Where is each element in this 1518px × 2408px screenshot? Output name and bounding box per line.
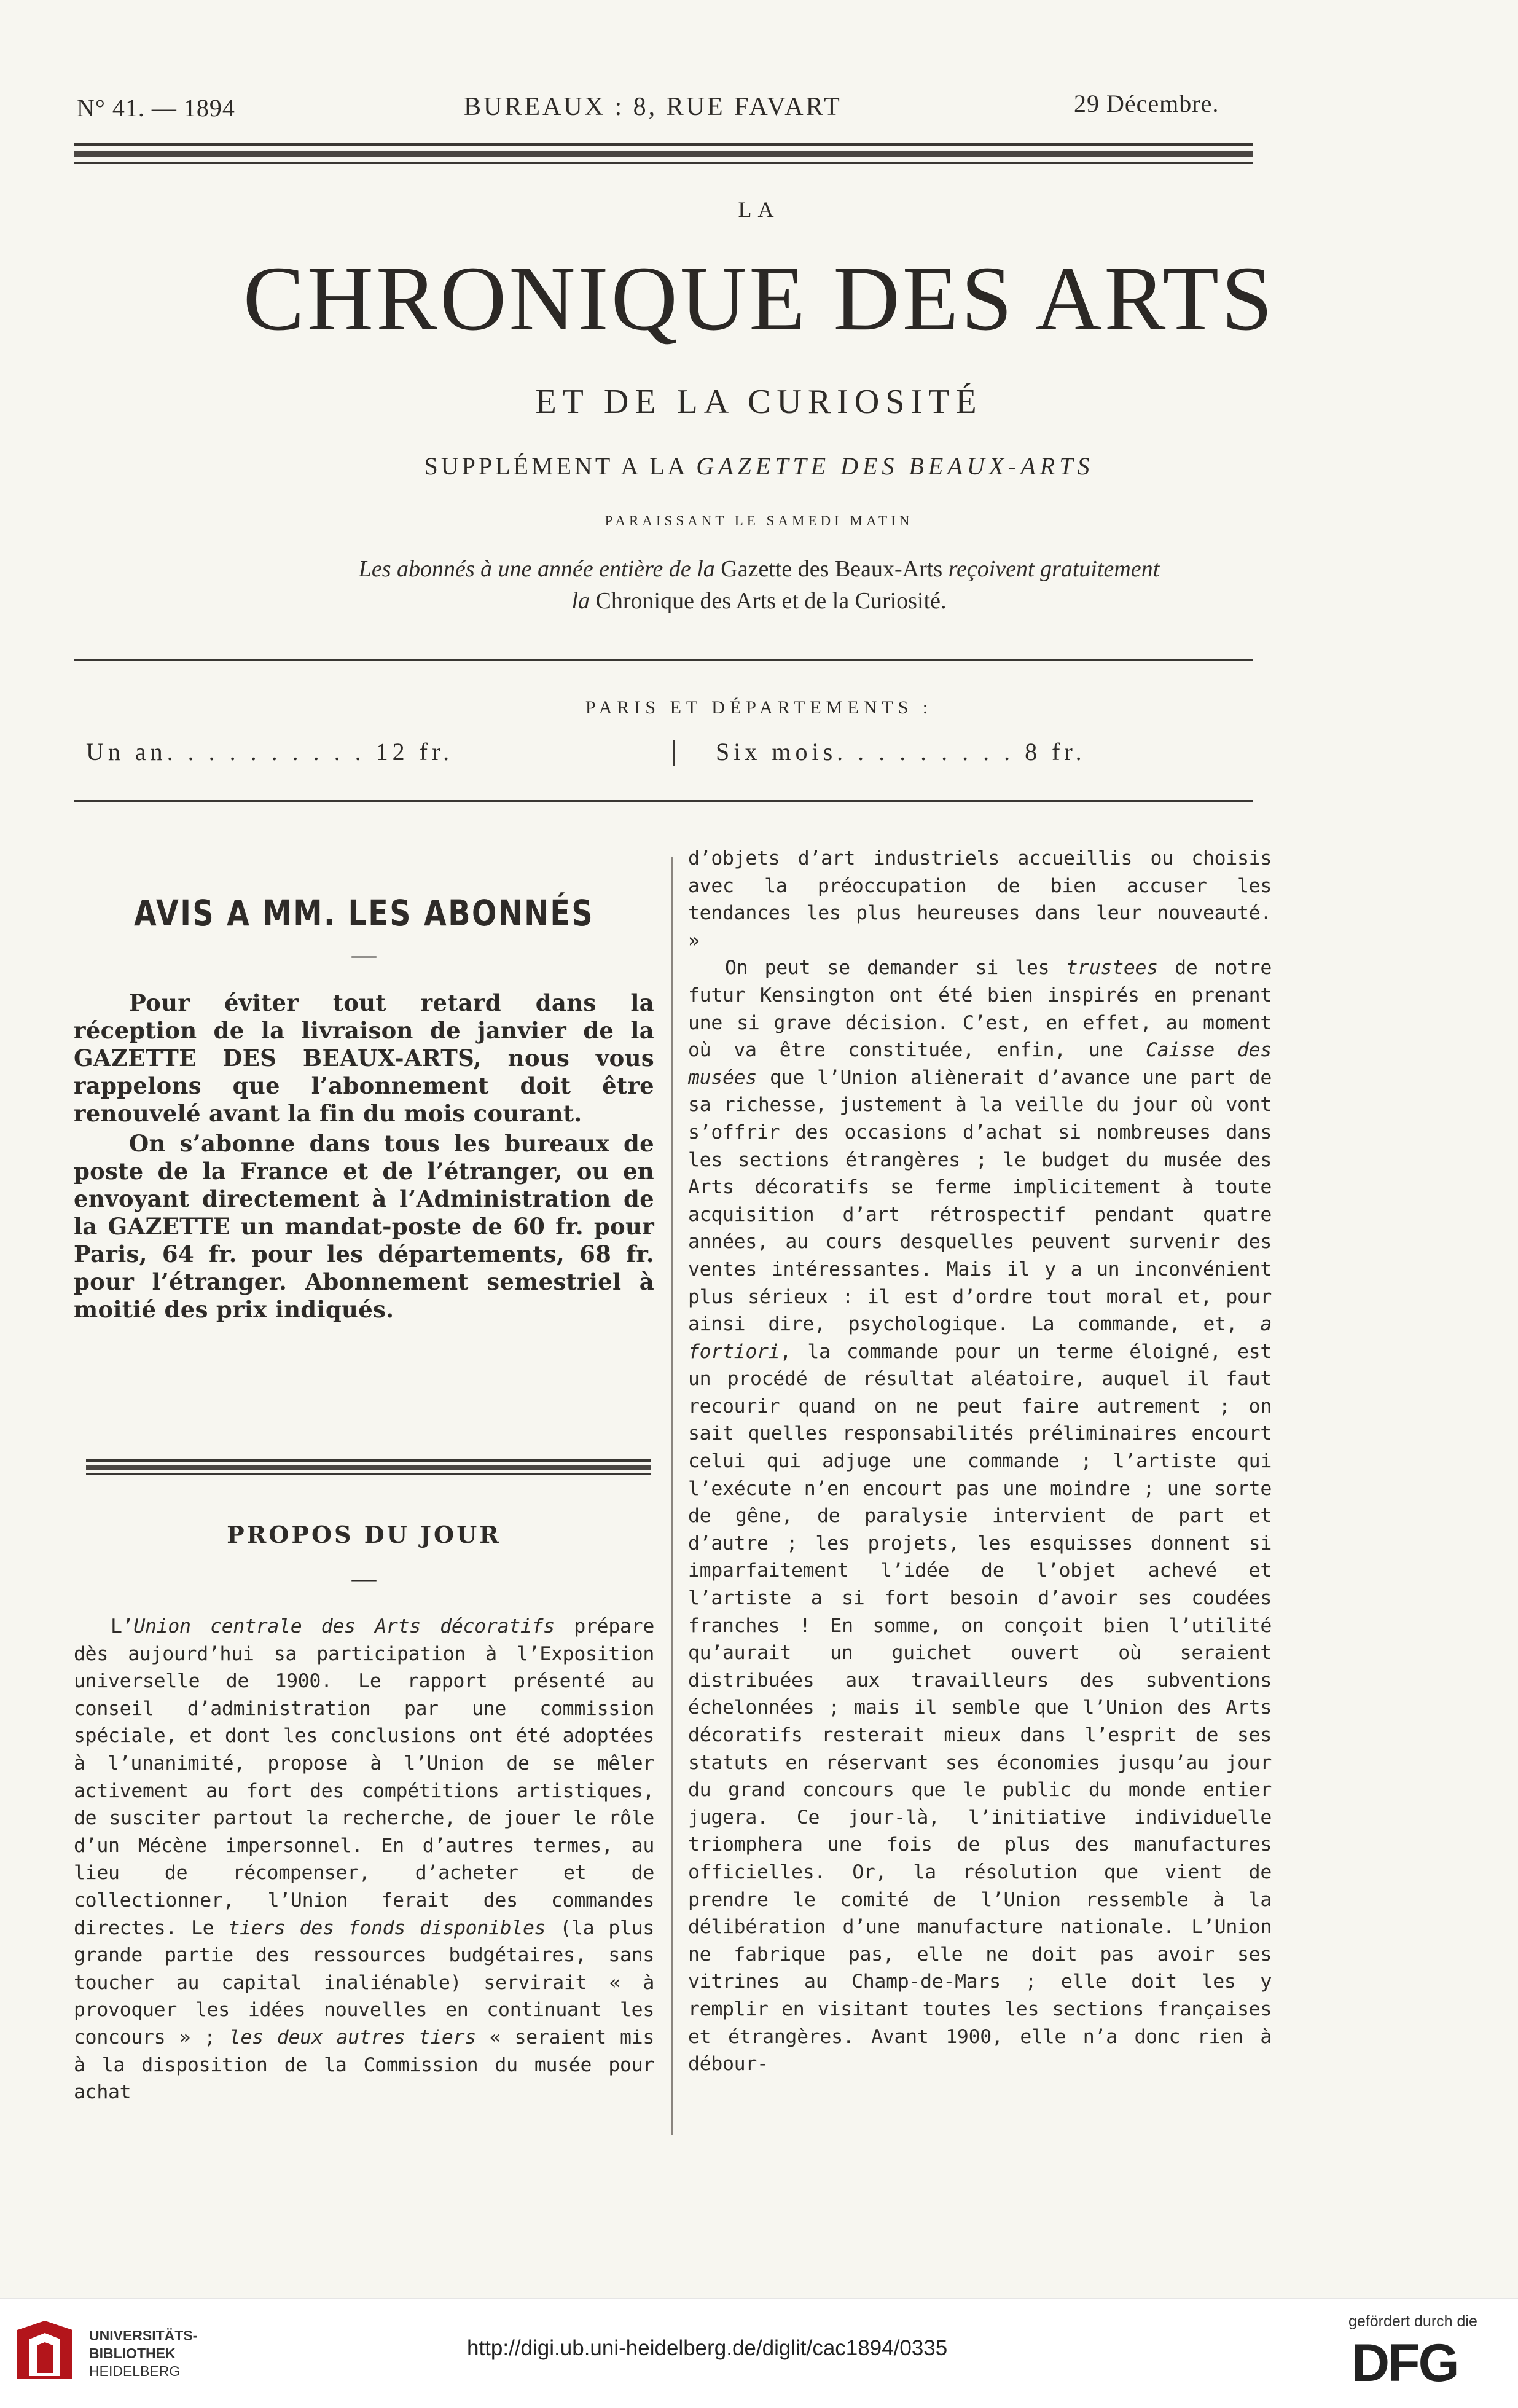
publication-schedule: PARAISSANT LE SAMEDI MATIN xyxy=(604,513,914,528)
propos-text-a: prépare dès aujourd’hui sa participation à l’Exposition universelle de 1900. Le rapport présenté au conseil d’administration par une commission spéciale, et dont les conclusions ont été adoptées à l’unanimité, propose à l’Union de se mêler activement au fort des compétitions artistiques, de susciter partout la recherche, de jouer le rôle d’un Mécène impersonnel. En d’autres termes, au lieu de récompenser, d’acheter et de collectionner, l’Union ferait des commandes directes. Le xyxy=(74,1615,654,1939)
issue-date: 29 Décembre. xyxy=(1074,90,1219,117)
price-six-months: Six mois. . . . . . . . . 8 fr. xyxy=(716,738,1086,766)
newspaper-subtitle: ET DE LA CURIOSITÉ xyxy=(535,383,983,421)
bureaux-address: BUREAUX : 8, RUE FAVART xyxy=(464,93,842,121)
price-separator xyxy=(673,740,675,766)
newspaper-title: CHRONIQUE DES ARTS xyxy=(243,248,1275,350)
propos-title: PROPOS DU JOUR xyxy=(227,1521,501,1548)
supplement-gazette: GAZETTE DES BEAUX-ARTS xyxy=(696,452,1094,480)
abonnes-line2-italic: la xyxy=(571,588,590,614)
column-divider xyxy=(671,857,673,2135)
right-text-b: de notre futur Kensington ont été bien inspirés en prenant une si grave décision. C’est, en effet, au moment où va être constituée, enfin, une xyxy=(688,957,1272,1062)
right-italic-trustees: trustees xyxy=(1066,957,1158,979)
avis-paragraph-2: On s’abonne dans tous les bureaux de poste de la France et de l’étranger, ou en envoyant directement à l’Administration de la GAZETTE un mandat-poste de 60 fr. pour Paris, 64 fr. pour les départements, 68 fr. pour l’étranger. Abonnement semestriel à moitié des prix indiqués. xyxy=(74,1130,654,1323)
propos-lead-roman: L’ xyxy=(111,1615,134,1637)
library-name-line1: UNIVERSITÄTS- xyxy=(89,2328,198,2343)
section-rule-band xyxy=(86,1465,651,1470)
avis-title: AVIS A MM. LES ABONNÉS xyxy=(133,892,595,934)
top-rule-thin xyxy=(74,162,1253,164)
right-text-a: On peut se demander si les xyxy=(725,957,1066,979)
abonnes-line1-end: reçoivent gratuitement xyxy=(948,556,1160,582)
propos-paragraph-1 xyxy=(74,1613,654,2106)
propos-text-b: (la plus grande partie des ressources budgétaires, sans toucher au capital inaliénable) servirait « à provoquer les idées nouvelles en continuant les concours » ; xyxy=(74,1916,655,2049)
top-rule-band xyxy=(74,151,1253,157)
propos-text-c: « seraient mis à la disposition de la Commission du musée pour achat xyxy=(74,2026,654,2104)
dfg-logo: DFG xyxy=(1352,2334,1458,2393)
library-name-line3: HEIDELBERG xyxy=(89,2363,181,2379)
section-rule-top xyxy=(86,1459,651,1462)
right-paragraph-1: d’objets d’art industriels accueillis ou choisis avec la préoccupation de bien accuser les tendances les plus heureuses dans leur nouveauté. » xyxy=(688,847,1272,952)
avis-dash: — xyxy=(351,941,377,968)
propos-body xyxy=(74,1613,654,2106)
propos-italic-deux-tiers: les deux autres tiers xyxy=(229,2026,476,2049)
abonnes-line1-roman: Gazette des Beaux-Arts xyxy=(721,556,943,582)
abonnes-line2-roman: Chronique des Arts et de la Curiosité. xyxy=(595,588,947,614)
right-text-c: que l’Union aliènerait d’avance une part de sa richesse, justement à la veille du jour où vont s’offrir des occasions d’achat si nombreuses dans les sections étrangères ; le budget du musée des Arts décoratifs se ferme implicitement à toute acquisition d’art rétrospectif pendant quatre années, au cours desquelles peuvent survenir des ventes intéressantes. Mais il y a un inconvénient plus sérieux : il est d’ordre tout moral et, pour ainsi dire, psychologique. La commande, et, xyxy=(688,1066,1272,1336)
issue-number: N° 41. — 1894 xyxy=(77,94,235,122)
avis-section xyxy=(74,892,654,934)
avis-paragraph-1: Pour éviter tout retard dans la réception de la livraison de janvier de la GAZETTE DES BEAUX-ARTS, nous vous rappelons que l’abonnement doit être renouvelé avant la fin du mois courant. xyxy=(74,989,654,1127)
library-name-line2: BIBLIOTHEK xyxy=(89,2345,176,2361)
permalink-url[interactable]: http://digi.ub.uni-heidelberg.de/diglit/cac1894/0335 xyxy=(467,2336,948,2360)
pricing-heading: PARIS ET DÉPARTEMENTS : xyxy=(585,697,933,718)
supplement-prefix: SUPPLÉMENT A LA xyxy=(424,452,687,480)
title-article: LA xyxy=(738,197,780,222)
right-italic-caisse: Caisse des musées xyxy=(688,1039,1272,1089)
propos-dash: — xyxy=(351,1564,377,1592)
top-rule-thick xyxy=(74,143,1253,146)
masthead-rule xyxy=(74,659,1253,661)
funding-note: gefördert durch die xyxy=(1348,2313,1477,2330)
propos-lead-italic: Union centrale des Arts décoratifs xyxy=(133,1615,555,1637)
right-paragraph-2 xyxy=(688,954,1272,2077)
abonnes-line1-italic: Les abonnés à une année entière de la xyxy=(358,556,715,582)
library-name xyxy=(89,2327,197,2380)
section-rule-bottom xyxy=(86,1473,651,1475)
pricing-rule xyxy=(74,800,1253,802)
right-text-d: , la commande pour un terme éloigné, est un procédé de résultat aléatoire, auquel il faut recourir quand on ne peut faire autrement ; on sait quelles responsabilités préliminaires encourt celui qui adjuge une commande ; l’artiste qui l’exécute n’en encourt pas une moindre ; une sorte de gêne, de paralysie intervient de part et d’autre ; les projets, les esquisses donnent si imparfaitement l’idée de l’objet achevé et l’artiste a si fort besoin d’avoir ses coudées franches ! En somme, on conçoit bien l’utilité qu’aurait un guichet ouvert où seraient distribuées aux travailleurs des subventions échelonnées ; mais il semble que l’Union des Arts décoratifs resterait mieux dans l’esprit de ses statuts en réservant ses économies jusqu’au jour du grand concours que le public du monde entier jugera. Ce jour-là, l’initiative individuelle triomphera une fois de plus des manufactures officielles. Or, la résolution que vient de prendre le comité de l’Union ressemble à la délibération d’une manufacture nationale. L’Union ne fabrique pas, elle ne doit pas avoir ses vitrines au Champ-de-Mars ; elle doit les y remplir en visitant toutes les sections françaises et étrangères. Avant 1900, elle n’a donc rien à débour- xyxy=(688,1340,1272,2076)
supplement-line xyxy=(0,452,1518,480)
right-italic-fortiori: a fortiori xyxy=(688,1313,1272,1363)
digitization-footer xyxy=(0,2298,1518,2408)
propos-italic-tiers: tiers des fonds disponibles xyxy=(228,1916,546,1939)
subscriber-note xyxy=(0,553,1518,617)
price-one-year: Un an. . . . . . . . . . 12 fr. xyxy=(86,738,454,766)
avis-body xyxy=(74,989,654,1324)
right-column-body xyxy=(688,845,1272,2078)
university-library-logo-icon xyxy=(11,2318,79,2388)
